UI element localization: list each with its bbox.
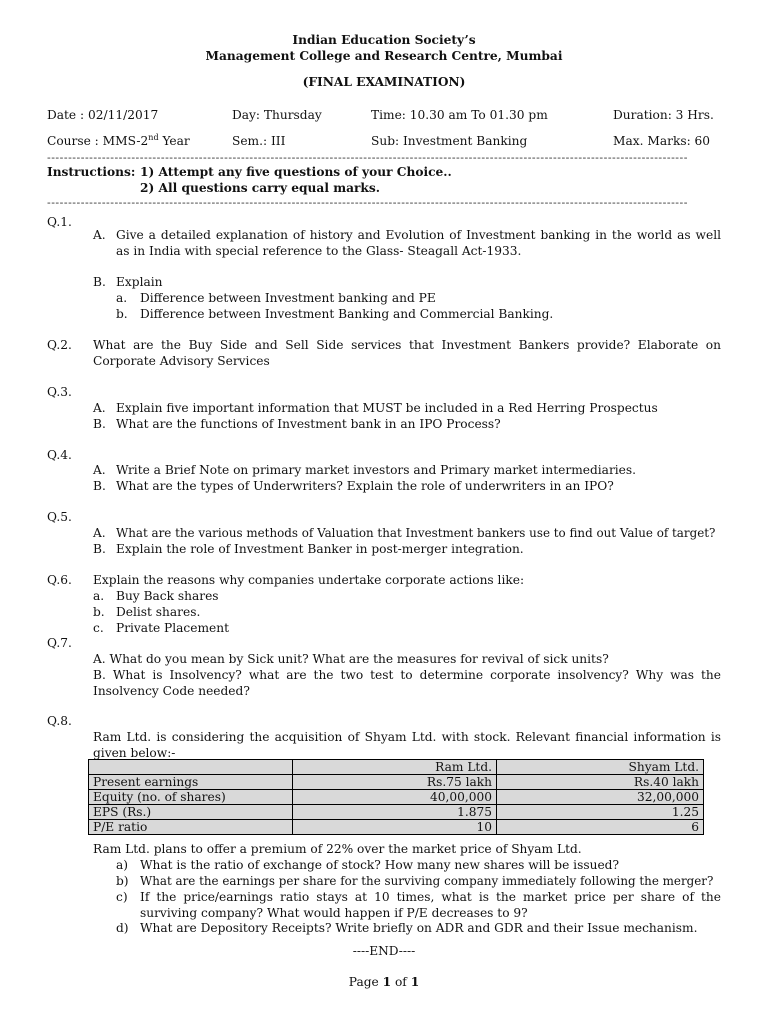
question-text: What are the various methods of Valuation that Investment bankers use to find out Value of target? (116, 526, 716, 540)
max-marks: Max. Marks: 60 (613, 134, 711, 148)
part-letter: B. (93, 542, 106, 556)
question-text: What are the types of Underwriters? Explain the role of underwriters in an IPO? (116, 479, 614, 493)
instruction-2: 2) All questions carry equal marks. (140, 181, 380, 195)
institute-name: Indian Education Society’s (292, 33, 476, 47)
financial-table (88, 759, 704, 835)
table-row (89, 790, 704, 805)
page-total: 1 (410, 975, 420, 989)
table-cell: 1.875 (293, 805, 497, 820)
table-cell: Equity (no. of shares) (89, 790, 293, 805)
table-cell: 1.25 (497, 805, 704, 820)
sub-letter: c) (116, 890, 128, 904)
part-letter: A. (93, 228, 106, 242)
question-text: Ram Ltd. is considering the acquisition of Shyam Ltd. with stock. Relevant financial information is given below:- (93, 730, 721, 760)
exam-day: Day: Thursday (232, 108, 322, 122)
course-prefix: Course : MMS-2 (47, 134, 149, 148)
part-letter: B. (93, 417, 106, 431)
table-cell: 6 (497, 820, 704, 835)
question-number: Q.3. (47, 385, 72, 399)
question-number: Q.6. (47, 573, 72, 587)
part-letter: A. (93, 401, 106, 415)
table-header-cell: Ram Ltd. (293, 760, 497, 775)
table-cell: Present earnings (89, 775, 293, 790)
question-number: Q.5. (47, 510, 72, 524)
question-number: Q.1. (47, 215, 72, 229)
exam-date: Date : 02/11/2017 (47, 108, 159, 122)
sub-letter: b. (116, 307, 128, 321)
question-text: Write a Brief Note on primary market investors and Primary market intermediaries. (116, 463, 637, 477)
question-text: Give a detailed explanation of history and Evolution of Investment banking in the world as well as in India with special reference to the Glass- Steagall Act-1933. (116, 228, 721, 258)
sub-text: Delist shares. (116, 605, 201, 619)
page-footer (0, 974, 768, 990)
part-letter: B. (93, 275, 106, 289)
question-text: A. What do you mean by Sick unit? What are the measures for revival of sick units? (93, 652, 609, 666)
question-text: Explain five important information that MUST be included in a Red Herring Prospectus (116, 401, 658, 415)
end-marker: ----END---- (352, 944, 416, 958)
table-cell: Rs.75 lakh (293, 775, 497, 790)
divider: -------------------------------------------------------------------------------------------------------------------------------------------------------- (47, 198, 688, 208)
sub-text: Buy Back shares (116, 589, 219, 603)
question-text: Ram Ltd. plans to offer a premium of 22% over the market price of Shyam Ltd. (93, 842, 582, 856)
divider: -------------------------------------------------------------------------------------------------------------------------------------------------------- (47, 153, 688, 163)
sub-text: Difference between Investment Banking and Commercial Banking. (140, 307, 554, 321)
question-number: Q.2. (47, 338, 72, 352)
table-cell: P/E ratio (89, 820, 293, 835)
table-row (89, 775, 704, 790)
sub-letter: a. (116, 291, 128, 305)
table-row (89, 820, 704, 835)
sub-text: What is the ratio of exchange of stock? How many new shares will be issued? (140, 858, 619, 872)
table-cell: Rs.40 lakh (497, 775, 704, 790)
question-text: What are the functions of Investment bank in an IPO Process? (116, 417, 501, 431)
sub-text: If the price/earnings ratio stays at 10 times, what is the market price per share of the surviving company? What would happen if P/E decreases to 9? (140, 890, 721, 920)
table-cell: 10 (293, 820, 497, 835)
table-header-cell (89, 760, 293, 775)
page-number: 1 (382, 975, 392, 989)
sub-text: Private Placement (116, 621, 229, 635)
question-number: Q.4. (47, 448, 72, 462)
course-sup: nd (148, 132, 159, 142)
sub-letter: d) (116, 921, 129, 935)
college-name: Management College and Research Centre, Mumbai (205, 49, 563, 63)
table-cell: EPS (Rs.) (89, 805, 293, 820)
sub-letter: b) (116, 874, 129, 888)
table-header-cell: Shyam Ltd. (497, 760, 704, 775)
table-header-row (89, 760, 704, 775)
course-suffix: Year (158, 134, 190, 148)
sub-letter: a) (116, 858, 129, 872)
question-text: Explain the role of Investment Banker in post-merger integration. (116, 542, 524, 556)
exam-duration: Duration: 3 Hrs. (613, 108, 714, 122)
sub-text: What are the earnings per share for the surviving company immediately following the merger? (140, 874, 714, 888)
sub-text: What are Depository Receipts? Write briefly on ADR and GDR and their Issue mechanism. (140, 921, 698, 935)
sub-text: Difference between Investment banking and PE (140, 291, 436, 305)
exam-title: (FINAL EXAMINATION) (302, 75, 466, 89)
course (47, 133, 190, 149)
semester: Sem.: III (232, 134, 286, 148)
sub-letter: a. (93, 589, 105, 603)
part-letter: A. (93, 526, 106, 540)
part-letter: A. (93, 463, 106, 477)
question-text: What are the Buy Side and Sell Side services that Investment Bankers provide? Elaborate on Corporate Advisory Services (93, 338, 721, 368)
question-text: Explain (116, 275, 163, 289)
of-word: of (391, 975, 411, 989)
instruction-1: 1) Attempt any five questions of your Choice.. (140, 165, 452, 179)
page-word: Page (348, 975, 383, 989)
question-number: Q.7. (47, 636, 72, 650)
instructions-label: Instructions: (47, 165, 136, 179)
sub-letter: c. (93, 621, 104, 635)
question-text: Explain the reasons why companies undertake corporate actions like: (93, 573, 525, 587)
table-cell: 40,00,000 (293, 790, 497, 805)
question-number: Q.8. (47, 714, 72, 728)
exam-time: Time: 10.30 am To 01.30 pm (371, 108, 548, 122)
part-letter: B. (93, 479, 106, 493)
subject: Sub: Investment Banking (371, 134, 528, 148)
question-text: B. What is Insolvency? what are the two test to determine corporate insolvency? Why was the Insolvency Code needed? (93, 668, 721, 698)
sub-letter: b. (93, 605, 105, 619)
table-row (89, 805, 704, 820)
table-cell: 32,00,000 (497, 790, 704, 805)
